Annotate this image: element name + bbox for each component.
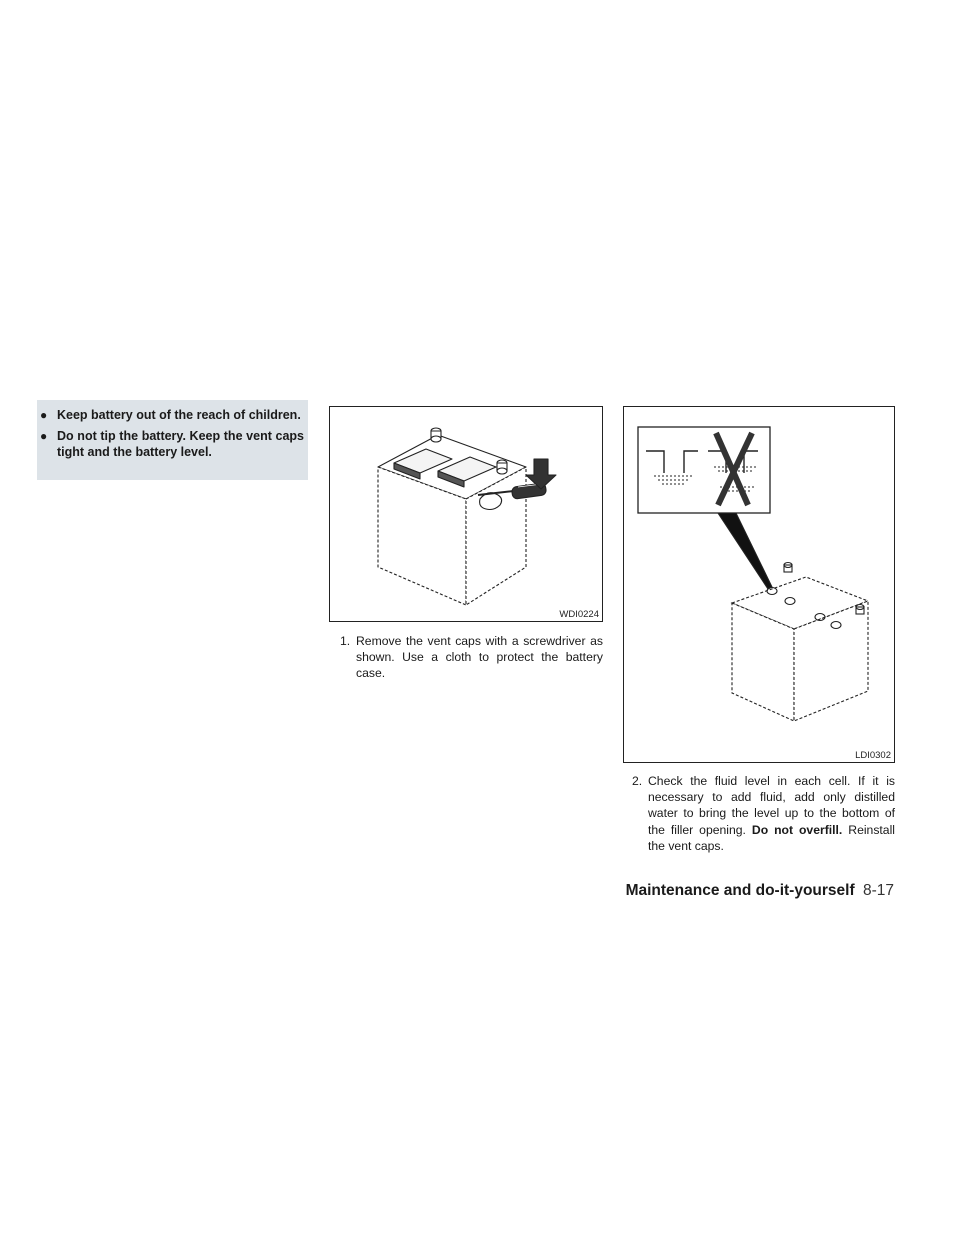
step-number: 1. [340,634,351,648]
warning-bullet [40,428,304,460]
figure-code: WDI0224 [559,609,599,620]
step-2 [632,773,895,854]
warning-bullet [40,407,304,423]
figure-code: LDI0302 [855,750,891,761]
warning-text: Keep battery out of the reach of children. [57,408,301,422]
battery-screwdriver-illustration [330,407,602,621]
section-title: Maintenance and do-it-yourself [625,882,855,899]
figure-fluid-level-check [623,406,895,763]
step-text: Remove the vent caps with a screwdriver as shown. Use a cloth to protect the battery case. [356,634,603,681]
step-1 [340,633,603,682]
step-text-end: Reinstall the vent caps. [648,822,896,853]
step-number: 2. [632,774,643,788]
step-text [632,773,895,854]
warning-box [37,400,308,480]
bullet-icon: ● [40,408,48,422]
step-text-bold: Do not overfill. [751,822,843,837]
warning-text: Do not tip the battery. Keep the vent caps tight and the battery level. [57,429,304,459]
page-number: 8-17 [862,882,894,899]
page-footer [626,882,894,900]
fluid-level-illustration [624,407,894,762]
bullet-icon: ● [40,429,48,443]
figure-battery-vent-cap-removal [329,406,603,622]
step-text-main: Check the fluid level in each cell. If it is necessary to add fluid, add only distilled water to bring the level up to the bottom of the filler opening. [648,774,895,837]
